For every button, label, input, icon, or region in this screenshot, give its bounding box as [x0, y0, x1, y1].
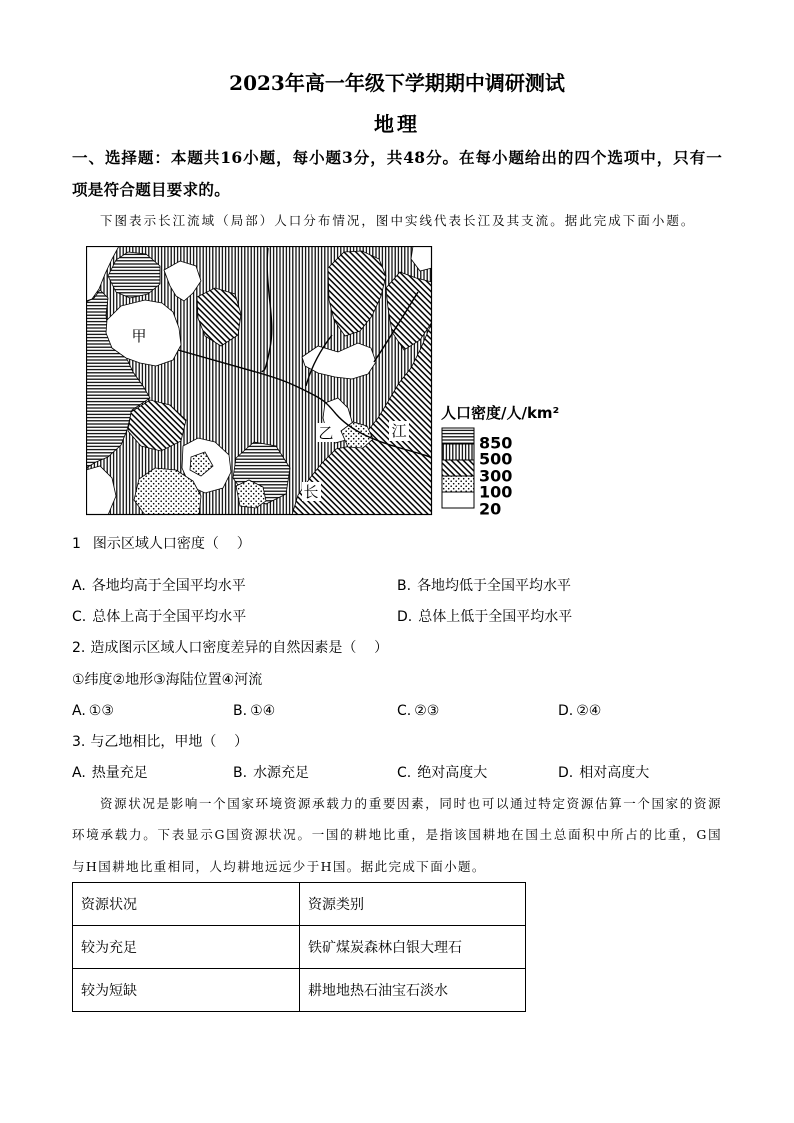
group-2-intro-line-3: 与H国耕地比重相同，人均耕地远远少于H国。据此完成下面小题。 — [72, 859, 486, 874]
question-1 — [72, 537, 251, 551]
group-2-intro-line-1: 资源状况是影响一个国家环境资源承载力的重要因素，同时也可以通过特定资源估算一个国家的资源 — [100, 796, 722, 811]
option-text: 热量充足 — [91, 765, 148, 781]
option-key: C. — [397, 765, 412, 781]
legend-swatch-300 — [442, 460, 474, 476]
question-2-option-a — [72, 704, 114, 718]
legend-value: 100 — [479, 482, 513, 502]
map-label-chang: 长 — [303, 483, 319, 501]
section-heading-line-2: 项是符合题目要求的。 — [72, 180, 231, 199]
option-key: A. — [72, 765, 86, 781]
table-cell: 较为短缺 — [73, 969, 300, 1012]
question-1-stem: 图示区域人口密度（ ） — [92, 536, 251, 552]
legend-swatch-100 — [442, 476, 474, 492]
option-key: A. — [72, 703, 86, 719]
option-text: ①③ — [88, 703, 114, 719]
map-label-jia: 甲 — [131, 327, 147, 345]
question-3-option-c — [397, 766, 487, 780]
option-key: B. — [397, 578, 412, 594]
question-1-option-c — [72, 610, 246, 624]
question-2 — [72, 641, 388, 655]
option-text: 各地均低于全国平均水平 — [417, 578, 572, 594]
option-key: C. — [397, 703, 412, 719]
option-text: 绝对高度大 — [417, 765, 488, 781]
subject-title: 地理 — [374, 112, 420, 136]
table-cell: 铁矿煤炭森林白银大理石 — [300, 926, 526, 969]
question-2-stem: 造成图示区域人口密度差异的自然因素是（ ） — [90, 640, 389, 656]
legend-title: 人口密度/人/km² — [441, 404, 560, 422]
map-legend — [441, 404, 559, 519]
question-2-option-c — [397, 704, 439, 718]
table-cell: 耕地地热石油宝石淡水 — [300, 969, 526, 1012]
map-label-yi: 乙 — [318, 424, 334, 442]
question-1-option-a — [72, 579, 246, 593]
table-header-cell: 资源状况 — [73, 883, 300, 926]
question-2-factors: ①纬度②地形③海陆位置④河流 — [72, 672, 263, 688]
question-3 — [72, 735, 248, 749]
map-label-jiang: 江 — [391, 422, 407, 440]
question-3-number: 3. — [72, 734, 86, 750]
option-text: 各地均高于全国平均水平 — [91, 578, 246, 594]
table-header-row — [73, 883, 526, 926]
group-1-intro: 下图表示长江流域（局部）人口分布情况，图中实线代表长江及其支流。据此完成下面小题。 — [100, 213, 695, 228]
option-text: ②④ — [576, 703, 602, 719]
population-density-map — [86, 246, 566, 520]
question-2-option-d — [558, 704, 601, 718]
question-2-option-b — [233, 704, 275, 718]
table-cell: 较为充足 — [73, 926, 300, 969]
option-text: 相对高度大 — [579, 765, 650, 781]
question-1-number: 1 — [72, 536, 81, 552]
option-text: 总体上高于全国平均水平 — [92, 609, 247, 625]
option-key: D. — [397, 609, 413, 625]
option-key: D. — [558, 703, 574, 719]
exam-title: 2023年高一年级下学期期中调研测试 — [229, 71, 565, 95]
question-3-stem: 与乙地相比，甲地（ ） — [90, 734, 249, 750]
question-1-option-b — [397, 579, 571, 593]
question-2-number: 2. — [72, 640, 86, 656]
legend-value: 500 — [479, 449, 513, 469]
question-3-option-b — [233, 766, 309, 780]
table-row — [73, 969, 526, 1012]
option-text: 总体上低于全国平均水平 — [418, 609, 573, 625]
legend-value: 300 — [479, 466, 513, 486]
option-key: B. — [233, 703, 248, 719]
resource-table — [72, 882, 526, 1012]
option-key: C. — [72, 609, 87, 625]
question-3-option-a — [72, 766, 148, 780]
option-key: D. — [558, 765, 574, 781]
legend-swatch-500 — [442, 444, 474, 460]
legend-swatch-850 — [442, 428, 474, 444]
option-key: B. — [233, 765, 248, 781]
option-text: ①④ — [250, 703, 276, 719]
section-heading-line-1: 一、选择题：本题共16小题，每小题3分，共48分。在每小题给出的四个选项中，只有一 — [72, 148, 722, 167]
table-header-cell: 资源类别 — [300, 883, 526, 926]
map-area — [86, 246, 432, 515]
table-row — [73, 926, 526, 969]
group-2-intro-line-2: 环境承载力。下表显示G国资源状况。一国的耕地比重，是指该国耕地在国土总面积中所占的比重，G国 — [72, 827, 722, 842]
question-3-option-d — [558, 766, 649, 780]
option-text: ②③ — [414, 703, 440, 719]
question-1-option-d — [397, 610, 572, 624]
legend-value: 20 — [479, 499, 502, 519]
option-text: 水源充足 — [253, 765, 310, 781]
legend-value: 850 — [479, 433, 513, 453]
legend-swatch-20 — [442, 492, 474, 508]
option-key: A. — [72, 578, 86, 594]
